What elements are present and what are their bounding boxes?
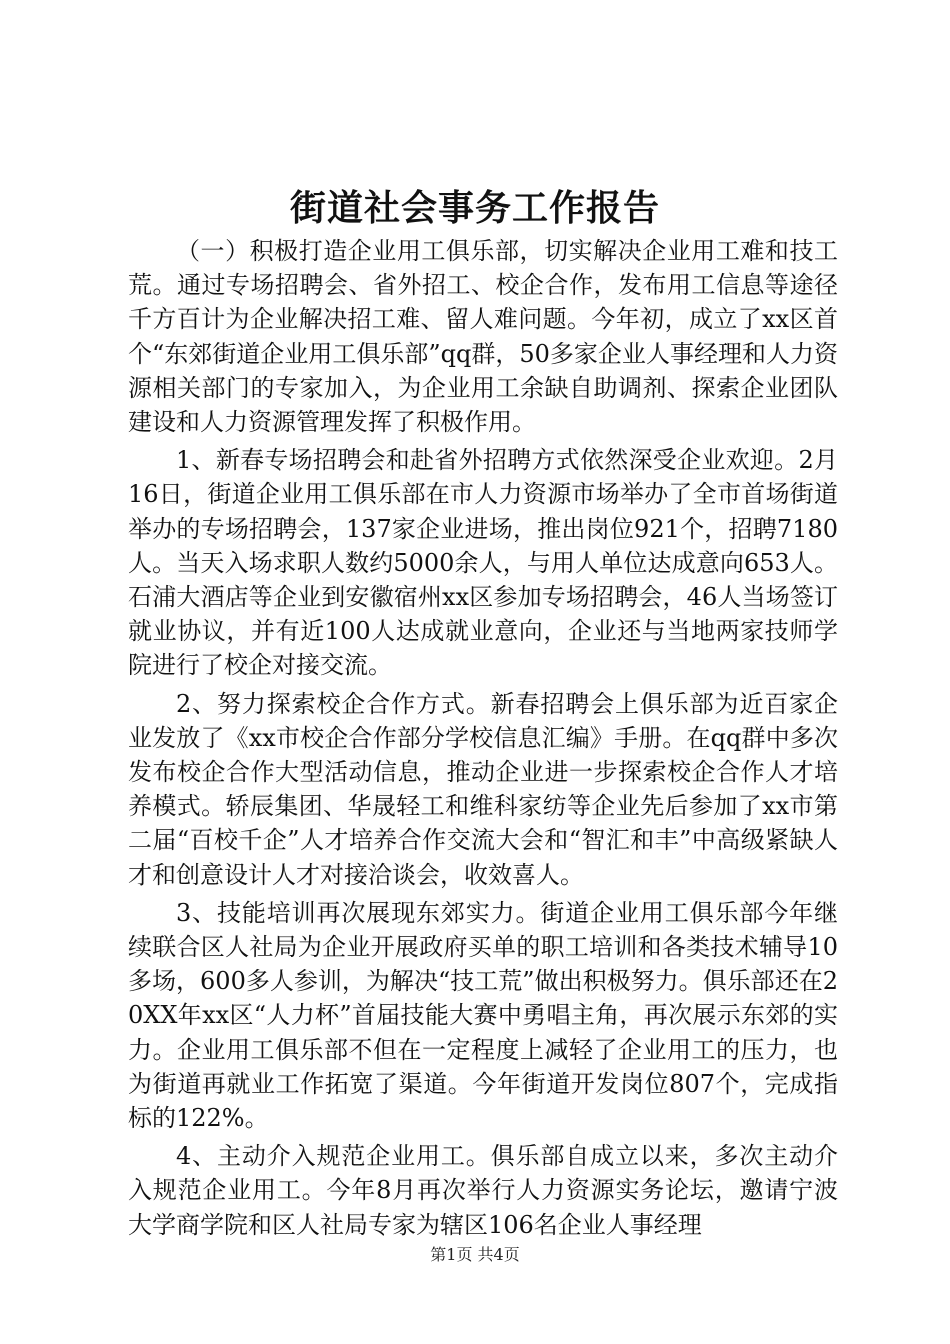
paragraph-5: 4、主动介入规范企业用工。俱乐部自成立以来，多次主动介入规范企业用工。今年8月再次举行人力资源实务论坛，邀请宁波大学商学院和区人社局专家为辖区106名企业人事经理 [128,1142,838,1239]
document-body [128,234,838,1246]
paragraph-4: 3、技能培训再次展现东郊实力。街道企业用工俱乐部今年继续联合区人社局为企业开展政府买单的职工培训和各类技术辅导10多场，600多人参训，为解决“技工荒”做出积极努力。俱乐部还在20XX年xx区“人力杯”首届技能大赛中勇唱主角，再次展示东郊的实力。企业用工俱乐部不但在一定程度上减轻了企业用工的压力，也为街道再就业工作拓宽了渠道。今年街道开发岗位807个，完成指标的122%。 [128,898,838,1133]
page-number-footer: 第1页 共4页 [430,1245,520,1264]
paragraph-3: 2、努力探索校企合作方式。新春招聘会上俱乐部为近百家企业发放了《xx市校企合作部分学校信息汇编》手册。在qq群中多次发布校企合作大型活动信息，推动企业进一步探索校企合作人才培养模式。轿辰集团、华晟轻工和维科家纺等企业先后参加了xx市第二届“百校千企”人才培养合作交流大会和“智汇和丰”中高级紧缺人才和创意设计人才对接洽谈会，收效喜人。 [128,689,838,889]
paragraph-2: 1、新春专场招聘会和赴省外招聘方式依然深受企业欢迎。2月16日，街道企业用工俱乐部在市人力资源市场举办了全市首场街道举办的专场招聘会，137家企业进场，推出岗位921个，招聘7180人。当天入场求职人数约5000余人，与用人单位达成意向653人。石浦大酒店等企业到安徽宿州xx区参加专场招聘会，46人当场签订就业协议，并有近100人达成就业意向，企业还与当地两家技师学院进行了校企对接交流。 [128,446,838,680]
document-title: 街道社会事务工作报告 [289,187,660,229]
paragraph-1: （一）积极打造企业用工俱乐部，切实解决企业用工难和技工荒。通过专场招聘会、省外招工、校企合作，发布用工信息等途径千方百计为企业解决招工难、留人难问题。今年初，成立了xx区首个“东郊街道企业用工俱乐部”qq群，50多家企业人事经理和人力资源相关部门的专家加入，为企业用工余缺自助调剂、探索企业团队建设和人力资源管理发挥了积极作用。 [128,237,838,437]
